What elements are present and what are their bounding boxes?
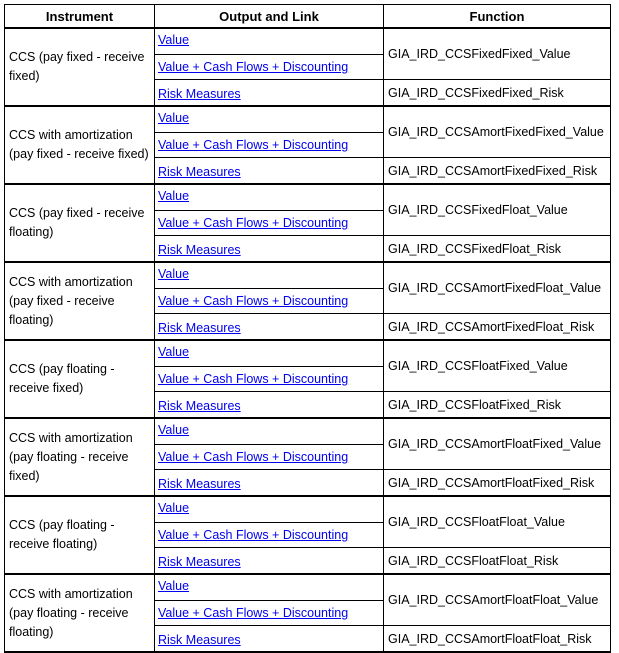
instrument-cell: CCS (pay fixed - receive floating) xyxy=(5,184,155,262)
risk-measures-link[interactable]: Risk Measures xyxy=(158,477,241,491)
value-cashflows-discounting-link[interactable]: Value + Cash Flows + Discounting xyxy=(158,372,349,386)
header-output-and-link: Output and Link xyxy=(155,5,384,29)
value-link[interactable]: Value xyxy=(158,111,190,125)
output-link-cell xyxy=(155,289,384,314)
function-risk-cell: GIA_IRD_CCSAmortFloatFixed_Risk xyxy=(384,470,611,497)
instrument-cell: CCS with amortization (pay floating - receive floating) xyxy=(5,574,155,652)
function-risk-cell: GIA_IRD_CCSFloatFixed_Risk xyxy=(384,392,611,419)
value-cashflows-discounting-link[interactable]: Value + Cash Flows + Discounting xyxy=(158,606,349,620)
instrument-cell: CCS (pay floating - receive floating) xyxy=(5,496,155,574)
instrument-cell: CCS (pay fixed - receive fixed) xyxy=(5,28,155,106)
risk-measures-link[interactable]: Risk Measures xyxy=(158,633,241,647)
output-link-cell xyxy=(155,626,384,653)
function-risk-cell: GIA_IRD_CCSAmortFixedFloat_Risk xyxy=(384,314,611,341)
value-cashflows-discounting-link[interactable]: Value + Cash Flows + Discounting xyxy=(158,294,349,308)
value-link[interactable]: Value xyxy=(158,267,190,281)
value-cashflows-discounting-link[interactable]: Value + Cash Flows + Discounting xyxy=(158,138,349,152)
table-row xyxy=(5,496,611,523)
output-link-cell xyxy=(155,236,384,263)
table-row xyxy=(5,28,611,55)
instrument-cell: CCS with amortization (pay fixed - receive fixed) xyxy=(5,106,155,184)
table-body xyxy=(5,28,611,652)
value-link[interactable]: Value xyxy=(158,189,190,203)
function-value-cell: GIA_IRD_CCSFixedFloat_Value xyxy=(384,184,611,236)
function-value-cell: GIA_IRD_CCSFixedFixed_Value xyxy=(384,28,611,80)
output-link-cell xyxy=(155,340,384,367)
function-value-cell: GIA_IRD_CCSFloatFixed_Value xyxy=(384,340,611,392)
output-link-cell xyxy=(155,211,384,236)
instrument-cell: CCS (pay floating - receive fixed) xyxy=(5,340,155,418)
output-link-cell xyxy=(155,184,384,211)
instrument-cell: CCS with amortization (pay fixed - receive floating) xyxy=(5,262,155,340)
value-cashflows-discounting-link[interactable]: Value + Cash Flows + Discounting xyxy=(158,216,349,230)
output-link-cell xyxy=(155,445,384,470)
risk-measures-link[interactable]: Risk Measures xyxy=(158,165,241,179)
output-link-cell xyxy=(155,601,384,626)
output-link-cell xyxy=(155,574,384,601)
function-risk-cell: GIA_IRD_CCSAmortFloatFloat_Risk xyxy=(384,626,611,653)
output-link-cell xyxy=(155,106,384,133)
function-risk-cell: GIA_IRD_CCSAmortFixedFixed_Risk xyxy=(384,158,611,185)
risk-measures-link[interactable]: Risk Measures xyxy=(158,321,241,335)
output-link-cell xyxy=(155,80,384,107)
table-row xyxy=(5,340,611,367)
risk-measures-link[interactable]: Risk Measures xyxy=(158,243,241,257)
risk-measures-link[interactable]: Risk Measures xyxy=(158,555,241,569)
function-value-cell: GIA_IRD_CCSAmortFloatFixed_Value xyxy=(384,418,611,470)
value-cashflows-discounting-link[interactable]: Value + Cash Flows + Discounting xyxy=(158,60,349,74)
table-header-row xyxy=(5,5,611,29)
value-link[interactable]: Value xyxy=(158,345,190,359)
function-value-cell: GIA_IRD_CCSAmortFloatFloat_Value xyxy=(384,574,611,626)
risk-measures-link[interactable]: Risk Measures xyxy=(158,87,241,101)
output-link-cell xyxy=(155,523,384,548)
output-link-cell xyxy=(155,262,384,289)
function-value-cell: GIA_IRD_CCSAmortFixedFixed_Value xyxy=(384,106,611,158)
output-link-cell xyxy=(155,314,384,341)
output-link-cell xyxy=(155,158,384,185)
value-link[interactable]: Value xyxy=(158,579,190,593)
output-link-cell xyxy=(155,28,384,55)
value-link[interactable]: Value xyxy=(158,423,190,437)
value-cashflows-discounting-link[interactable]: Value + Cash Flows + Discounting xyxy=(158,528,349,542)
output-link-cell xyxy=(155,418,384,445)
risk-measures-link[interactable]: Risk Measures xyxy=(158,399,241,413)
value-link[interactable]: Value xyxy=(158,501,190,515)
table-row xyxy=(5,418,611,445)
value-cashflows-discounting-link[interactable]: Value + Cash Flows + Discounting xyxy=(158,450,349,464)
output-link-cell xyxy=(155,392,384,419)
output-link-cell xyxy=(155,470,384,497)
function-value-cell: GIA_IRD_CCSFloatFloat_Value xyxy=(384,496,611,548)
function-risk-cell: GIA_IRD_CCSFixedFloat_Risk xyxy=(384,236,611,263)
table-row xyxy=(5,106,611,133)
function-value-cell: GIA_IRD_CCSAmortFixedFloat_Value xyxy=(384,262,611,314)
output-link-cell xyxy=(155,496,384,523)
header-instrument: Instrument xyxy=(5,5,155,29)
instrument-table-container xyxy=(4,4,610,653)
function-risk-cell: GIA_IRD_CCSFixedFixed_Risk xyxy=(384,80,611,107)
table-row xyxy=(5,262,611,289)
output-link-cell xyxy=(155,55,384,80)
function-risk-cell: GIA_IRD_CCSFloatFloat_Risk xyxy=(384,548,611,575)
instrument-function-table xyxy=(4,4,611,653)
value-link[interactable]: Value xyxy=(158,33,190,47)
output-link-cell xyxy=(155,367,384,392)
table-row xyxy=(5,184,611,211)
instrument-cell: CCS with amortization (pay floating - receive fixed) xyxy=(5,418,155,496)
table-row xyxy=(5,574,611,601)
output-link-cell xyxy=(155,133,384,158)
header-function: Function xyxy=(384,5,611,29)
output-link-cell xyxy=(155,548,384,575)
